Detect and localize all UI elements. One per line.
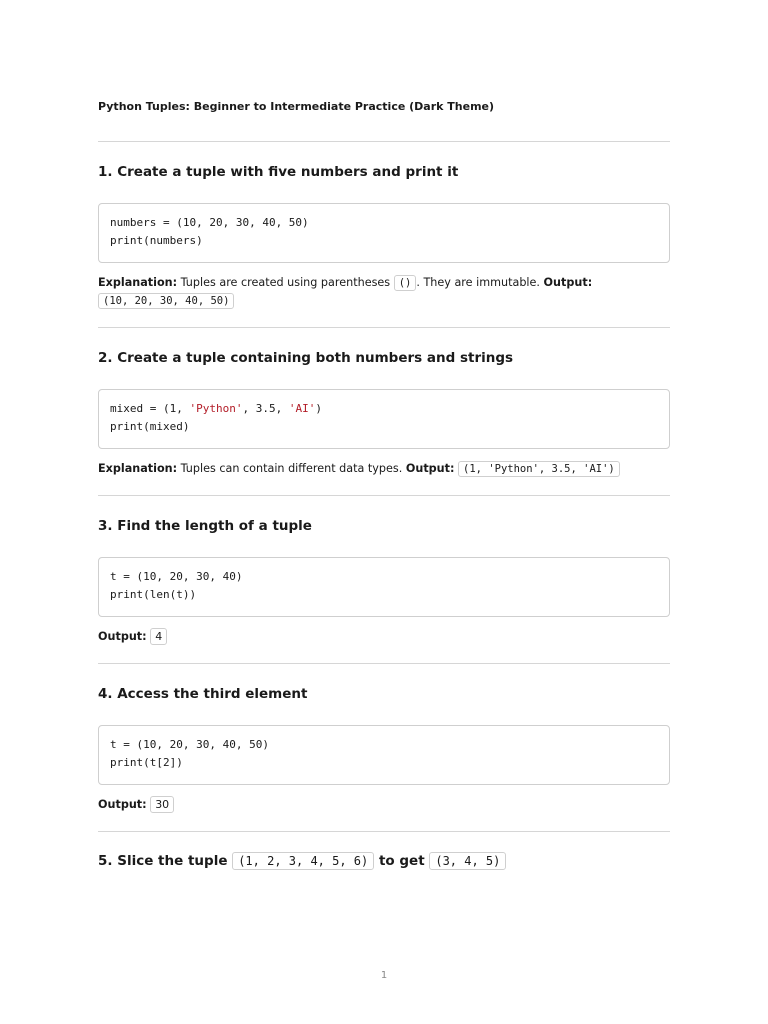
section-title: 2. Create a tuple containing both numbers and strings bbox=[98, 350, 514, 366]
code-line: numbers = (10, 20, 30, 40, 50) bbox=[110, 216, 309, 229]
code-line: print(mixed) bbox=[110, 420, 190, 433]
explanation-paragraph bbox=[98, 460, 670, 478]
code-line: t = (10, 20, 30, 40) bbox=[110, 570, 243, 583]
explanation-label: Explanation: bbox=[98, 462, 178, 475]
code-line: print(t[2]) bbox=[110, 756, 183, 769]
code-line: t = (10, 20, 30, 40, 50) bbox=[110, 738, 269, 751]
explanation-text: Tuples are created using parentheses bbox=[180, 276, 391, 289]
code-line: mixed = (1, 'Python', 3.5, 'AI') bbox=[110, 402, 322, 415]
section-4 bbox=[98, 664, 670, 832]
code-block bbox=[98, 725, 670, 785]
output-value: (1, 'Python', 3.5, 'AI') bbox=[458, 461, 620, 477]
output-paragraph bbox=[98, 796, 670, 814]
document-page bbox=[98, 100, 670, 870]
output-label: Output: bbox=[543, 276, 593, 289]
section-1 bbox=[98, 142, 670, 328]
explanation-text: Tuples can contain different data types. bbox=[180, 462, 403, 475]
code-line: print(len(t)) bbox=[110, 588, 197, 601]
section-title: 5. Slice the tuple (1, 2, 3, 4, 5, 6) to get (3, 4, 5) bbox=[98, 852, 670, 870]
output-label: Output: bbox=[98, 798, 147, 811]
section-2 bbox=[98, 328, 670, 496]
code-line: print(numbers) bbox=[110, 234, 203, 247]
output-label: Output: bbox=[405, 462, 455, 475]
string-literal: 'Python' bbox=[189, 402, 243, 415]
page-number: 1 bbox=[380, 970, 388, 981]
explanation-label: Explanation: bbox=[98, 276, 178, 289]
output-value: 30 bbox=[150, 796, 174, 813]
section-3 bbox=[98, 496, 670, 664]
section-title: 4. Access the third element bbox=[98, 686, 308, 702]
section-5 bbox=[98, 832, 670, 870]
code-block bbox=[98, 557, 670, 617]
inline-code: (1, 2, 3, 4, 5, 6) bbox=[232, 852, 374, 870]
string-literal: 'AI' bbox=[288, 402, 316, 415]
output-paragraph bbox=[98, 628, 670, 646]
inline-code: (3, 4, 5) bbox=[429, 852, 506, 870]
output-value: (10, 20, 30, 40, 50) bbox=[98, 293, 234, 309]
inline-code: () bbox=[394, 275, 417, 291]
code-block bbox=[98, 203, 670, 263]
explanation-text: . They are immutable. bbox=[416, 276, 540, 289]
explanation-paragraph bbox=[98, 274, 670, 310]
document-title: Python Tuples: Beginner to Intermediate Practice (Dark Theme) bbox=[98, 100, 495, 113]
section-title: 1. Create a tuple with five numbers and print it bbox=[98, 164, 459, 180]
code-block bbox=[98, 389, 670, 449]
section-title: 3. Find the length of a tuple bbox=[98, 518, 312, 534]
output-value: 4 bbox=[150, 628, 167, 645]
output-label: Output: bbox=[98, 630, 147, 643]
